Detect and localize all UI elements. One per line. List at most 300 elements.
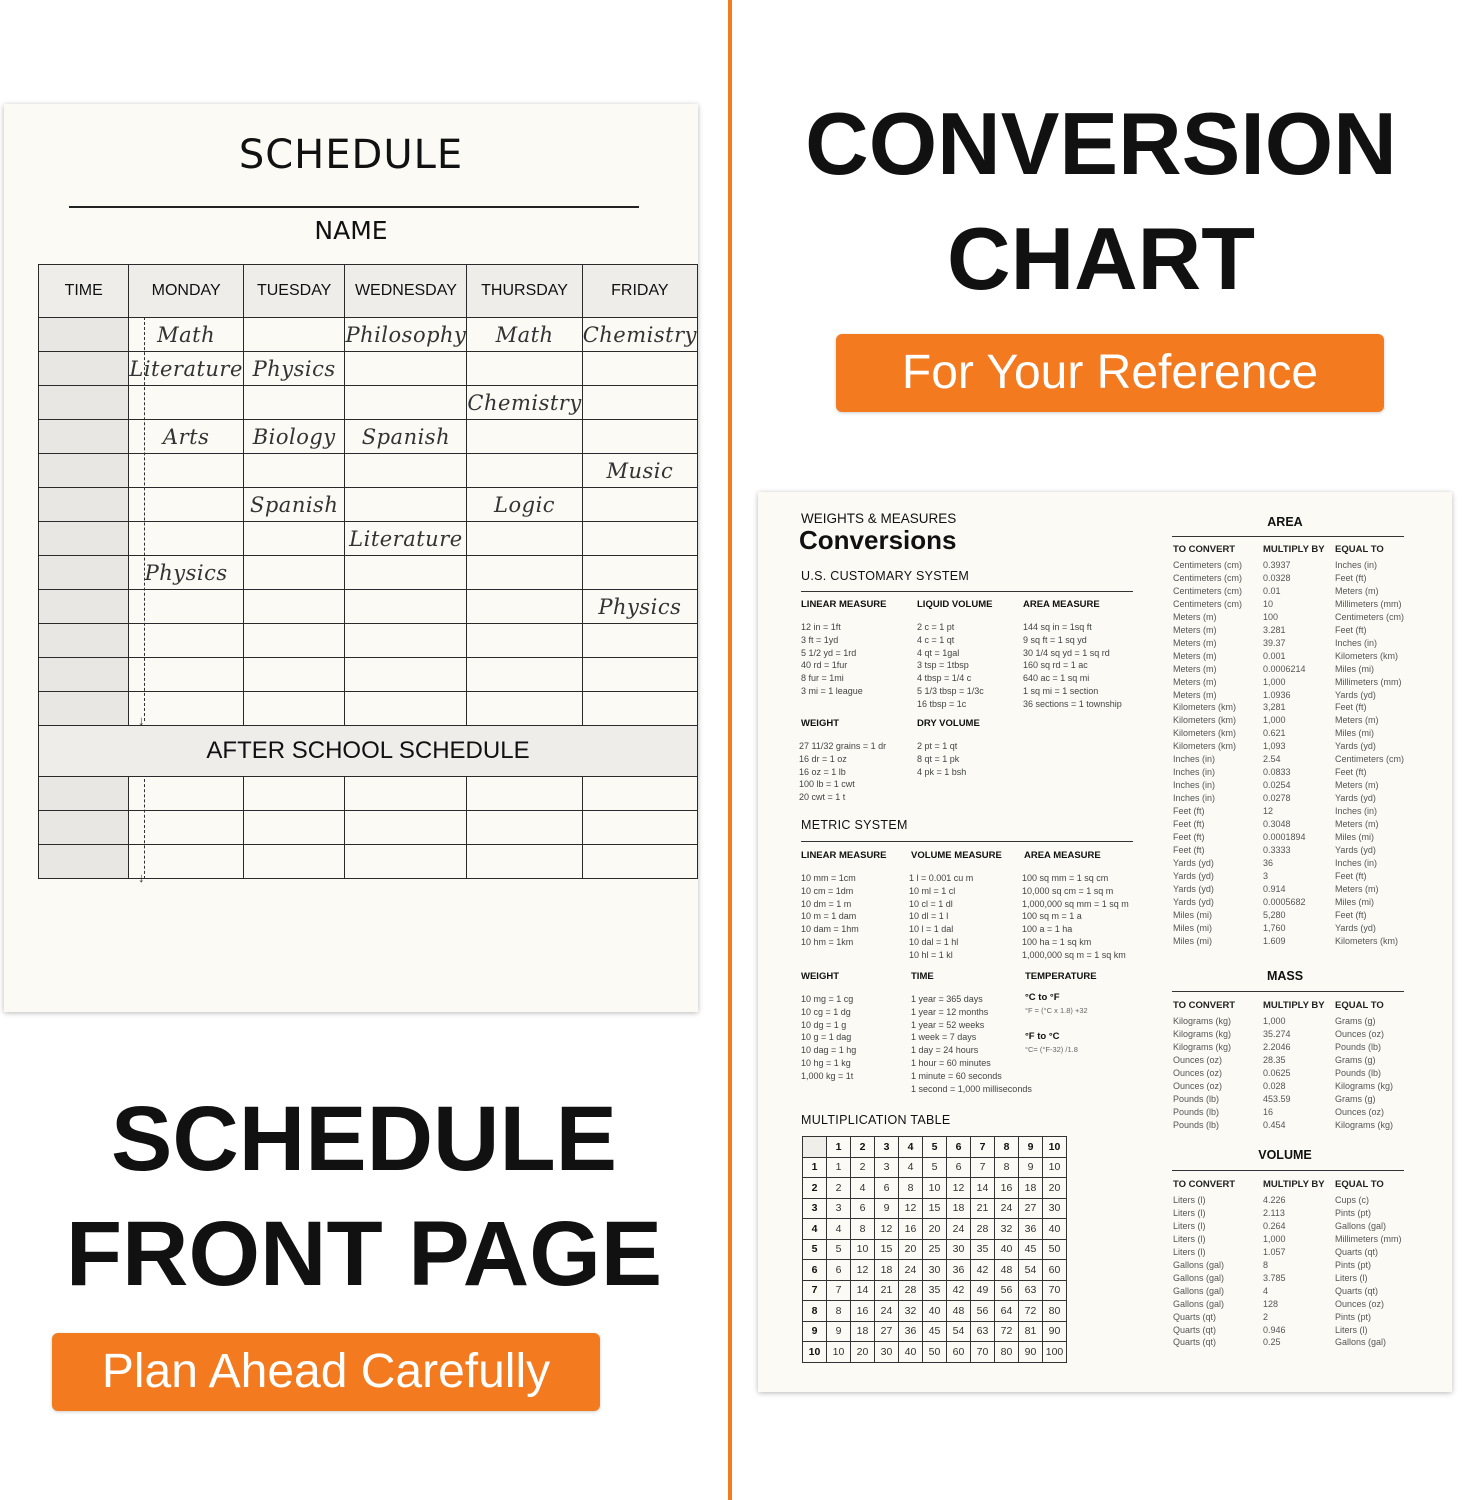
after-time-arrow-line — [144, 779, 145, 879]
class-cell[interactable] — [345, 556, 467, 590]
area-cell: 39.37 — [1263, 637, 1286, 648]
area-cell: Kilometers (km) — [1173, 728, 1237, 739]
conversion-line: 36 sections = 1 township — [1023, 698, 1122, 709]
conversion-line: 1 l = 0.001 cu m — [909, 873, 974, 883]
multiplication-cell: 40 — [899, 1342, 923, 1363]
m-area-title: AREA MEASURE — [1024, 850, 1101, 861]
conversion-line: 10 cl = 1 dl — [909, 898, 953, 909]
area-header-row — [1173, 541, 1409, 559]
multiplication-cell: 27 — [875, 1321, 899, 1342]
conversion-line: 1 second = 1,000 milliseconds — [911, 1083, 1032, 1094]
class-cell[interactable] — [345, 692, 467, 726]
volume-cell: Quarts (qt) — [1335, 1246, 1379, 1257]
class-cell[interactable] — [467, 590, 582, 624]
c-to-f-label: °C to °F — [1025, 992, 1060, 1003]
conversion-line: 1 year = 52 weeks — [911, 1019, 985, 1030]
multiplication-cell: 49 — [971, 1280, 995, 1301]
multiplication-cell: 5 — [827, 1239, 851, 1260]
time-cell[interactable] — [39, 777, 129, 811]
area-row — [1173, 805, 1409, 818]
multiplication-cell: 90 — [1043, 1321, 1067, 1342]
multiplication-cell: 20 — [899, 1239, 923, 1260]
class-cell[interactable] — [129, 386, 244, 420]
m-time-lines — [911, 993, 1032, 1095]
area-cell: Inches (in) — [1173, 780, 1216, 791]
area-cell: Miles (mi) — [1173, 935, 1212, 946]
area-column-header: EQUAL TO — [1335, 543, 1384, 555]
conversion-line: 4 pk = 1 bsh — [917, 766, 967, 777]
multiplication-cell: 9 — [827, 1321, 851, 1342]
mass-cell: Pounds (lb) — [1173, 1119, 1220, 1130]
multiplication-cell: 54 — [947, 1321, 971, 1342]
class-cell[interactable] — [129, 488, 244, 522]
time-cell[interactable] — [39, 318, 129, 352]
area-cell: Yards (yd) — [1173, 896, 1214, 907]
time-cell[interactable] — [39, 556, 129, 590]
class-cell[interactable] — [345, 624, 467, 658]
class-cell[interactable] — [129, 845, 244, 879]
area-cell: Yards (yd) — [1173, 883, 1214, 894]
schedule-row — [39, 556, 698, 590]
class-cell[interactable] — [467, 777, 582, 811]
class-cell[interactable] — [582, 624, 697, 658]
volume-cell: Quarts (qt) — [1335, 1285, 1379, 1296]
class-cell[interactable] — [345, 777, 467, 811]
class-cell[interactable] — [467, 624, 582, 658]
multiplication-cell: 30 — [875, 1342, 899, 1363]
class-cell[interactable] — [243, 522, 345, 556]
multiplication-cell: 20 — [923, 1219, 947, 1240]
area-row — [1173, 701, 1409, 714]
time-cell[interactable] — [39, 845, 129, 879]
area-row — [1173, 650, 1409, 663]
area-row — [1173, 689, 1409, 702]
multiplication-cell: 16 — [899, 1219, 923, 1240]
area-column-header: TO CONVERT — [1173, 543, 1236, 555]
multiplication-cell: 48 — [995, 1260, 1019, 1281]
area-cell: Miles (mi) — [1173, 922, 1212, 933]
class-cell[interactable] — [582, 522, 697, 556]
area-cell: Kilometers (km) — [1335, 935, 1399, 946]
class-cell[interactable] — [243, 386, 345, 420]
class-cell[interactable] — [243, 488, 345, 522]
class-cell[interactable] — [582, 556, 697, 590]
class-cell[interactable] — [345, 658, 467, 692]
class-cell[interactable] — [582, 318, 697, 352]
class-cell[interactable] — [467, 318, 582, 352]
multiplication-header-cell: 2 — [803, 1178, 827, 1199]
class-cell[interactable] — [129, 811, 244, 845]
multiplication-cell: 45 — [1019, 1239, 1043, 1260]
conversion-line: 3 ft = 1yd — [801, 634, 839, 645]
multiplication-cell: 81 — [1019, 1321, 1043, 1342]
volume-column-header: MULTIPLY BY — [1263, 1178, 1325, 1190]
class-cell[interactable] — [582, 845, 697, 879]
area-cell: Kilometers (km) — [1173, 702, 1237, 713]
m-linear-lines — [801, 872, 859, 949]
volume-cell: 8 — [1263, 1259, 1269, 1270]
class-cell[interactable] — [467, 352, 582, 386]
class-cell[interactable] — [467, 522, 582, 556]
multiplication-cell: 64 — [995, 1301, 1019, 1322]
volume-column-header: EQUAL TO — [1335, 1178, 1384, 1190]
conversion-title: Conversions — [799, 525, 957, 555]
class-cell[interactable] — [243, 811, 345, 845]
area-cell: 0.0254 — [1263, 780, 1291, 791]
name-underline — [69, 206, 639, 208]
conversion-line: 30 1/4 sq yd = 1 sq rd — [1023, 647, 1110, 658]
multiplication-header-cell: 6 — [947, 1137, 971, 1158]
volume-column-header: TO CONVERT — [1173, 1178, 1236, 1190]
class-cell[interactable] — [129, 590, 244, 624]
area-cell: 0.0005682 — [1263, 896, 1306, 907]
time-cell[interactable] — [39, 386, 129, 420]
class-cell[interactable] — [582, 692, 697, 726]
conversion-line: 100 a = 1 ha — [1022, 924, 1073, 935]
class-cell[interactable] — [129, 352, 244, 386]
schedule-row — [39, 454, 698, 488]
class-cell[interactable] — [243, 420, 345, 454]
handwritten-entry: Physics — [598, 594, 682, 619]
class-cell[interactable] — [582, 590, 697, 624]
time-cell[interactable] — [39, 811, 129, 845]
class-cell[interactable] — [467, 420, 582, 454]
multiplication-cell: 15 — [923, 1198, 947, 1219]
class-cell[interactable] — [582, 658, 697, 692]
multiplication-cell: 6 — [875, 1178, 899, 1199]
volume-cell: Quarts (qt) — [1173, 1337, 1217, 1348]
class-cell[interactable] — [345, 522, 467, 556]
conversion-line: 16 tbsp = 1c — [917, 698, 967, 709]
conversion-line: 5 1/2 yd = 1rd — [801, 647, 857, 658]
class-cell[interactable] — [467, 386, 582, 420]
class-cell[interactable] — [345, 811, 467, 845]
class-cell[interactable] — [345, 590, 467, 624]
area-cell: Feet (ft) — [1173, 832, 1205, 843]
multiplication-cell: 15 — [875, 1239, 899, 1260]
area-cell: Yards (yd) — [1173, 857, 1214, 868]
volume-cell: Liters (l) — [1173, 1207, 1206, 1218]
multiplication-header-cell: 1 — [827, 1137, 851, 1158]
multiplication-cell: 30 — [923, 1260, 947, 1281]
area-cell: Yards (yd) — [1335, 844, 1376, 855]
c-to-f-formula: °F = (°C x 1.8) +32 — [1025, 1006, 1088, 1015]
m-volume-title: VOLUME MEASURE — [911, 850, 1002, 861]
class-cell[interactable] — [582, 352, 697, 386]
metric-system-rule — [801, 841, 1133, 842]
class-cell[interactable] — [582, 454, 697, 488]
area-cell: Meters (m) — [1335, 780, 1379, 791]
volume-cell: 0.264 — [1263, 1220, 1286, 1231]
conversion-line: 10 g = 1 dag — [801, 1032, 852, 1043]
mass-cell: Pounds (lb) — [1173, 1093, 1220, 1104]
multiplication-header-cell: 7 — [803, 1280, 827, 1301]
mass-cell: Pounds (lb) — [1335, 1041, 1382, 1052]
area-cell: 3.281 — [1263, 624, 1286, 635]
volume-cell: Gallons (gal) — [1173, 1272, 1225, 1283]
multiplication-header-cell: 9 — [803, 1321, 827, 1342]
area-row — [1173, 598, 1409, 611]
class-cell[interactable] — [243, 318, 345, 352]
column-header-wednesday: WEDNESDAY — [345, 265, 467, 318]
conversion-eyebrow: WEIGHTS & MEASURES — [801, 511, 957, 526]
us-liquid-lines — [917, 621, 984, 711]
class-cell[interactable] — [243, 454, 345, 488]
multiplication-cell: 30 — [1043, 1198, 1067, 1219]
mass-rule — [1172, 991, 1404, 992]
volume-row — [1173, 1246, 1409, 1259]
class-cell[interactable] — [243, 590, 345, 624]
volume-row — [1173, 1285, 1409, 1298]
area-row — [1173, 779, 1409, 792]
area-row — [1173, 663, 1409, 676]
volume-cell: Gallons (gal) — [1335, 1220, 1387, 1231]
multiplication-header-cell: 4 — [803, 1219, 827, 1240]
class-cell[interactable] — [345, 352, 467, 386]
area-row — [1173, 857, 1409, 870]
class-cell[interactable] — [467, 811, 582, 845]
class-cell[interactable] — [129, 522, 244, 556]
multiplication-cell: 24 — [875, 1301, 899, 1322]
multiplication-row — [803, 1239, 1067, 1260]
multiplication-header-cell: 5 — [803, 1239, 827, 1260]
area-row — [1173, 792, 1409, 805]
multiplication-cell: 21 — [875, 1280, 899, 1301]
class-cell[interactable] — [243, 658, 345, 692]
class-cell[interactable] — [582, 777, 697, 811]
multiplication-cell: 7 — [971, 1157, 995, 1178]
volume-rule — [1172, 1170, 1404, 1171]
multiplication-cell: 10 — [851, 1239, 875, 1260]
conversion-line: 3 mi = 1 league — [801, 685, 863, 696]
conversion-line: 16 dr = 1 oz — [799, 753, 847, 764]
class-cell[interactable] — [582, 811, 697, 845]
class-cell[interactable] — [582, 386, 697, 420]
conversion-line: 10 mm = 1cm — [801, 873, 856, 883]
area-cell: 0.3937 — [1263, 560, 1291, 570]
mass-cell: Grams (g) — [1335, 1093, 1376, 1104]
area-cell: 0.0006214 — [1263, 663, 1306, 674]
area-cell: 0.914 — [1263, 883, 1286, 894]
schedule-row — [39, 777, 698, 811]
volume-cell: Ounces (oz) — [1335, 1298, 1385, 1309]
volume-cell: Liters (l) — [1335, 1324, 1368, 1335]
multiplication-cell: 6 — [827, 1260, 851, 1281]
class-cell[interactable] — [467, 692, 582, 726]
multiplication-cell: 18 — [875, 1260, 899, 1281]
multiplication-cell: 6 — [947, 1157, 971, 1178]
multiplication-header-cell: 3 — [875, 1137, 899, 1158]
class-cell[interactable] — [345, 454, 467, 488]
time-cell[interactable] — [39, 454, 129, 488]
multiplication-cell: 60 — [1043, 1260, 1067, 1281]
class-cell[interactable] — [467, 454, 582, 488]
class-cell[interactable] — [129, 318, 244, 352]
area-row — [1173, 624, 1409, 637]
class-cell[interactable] — [467, 658, 582, 692]
multiplication-cell: 90 — [1019, 1342, 1043, 1363]
area-cell: Yards (yd) — [1335, 922, 1376, 933]
multiplication-header-cell: 1 — [803, 1157, 827, 1178]
area-title: AREA — [1267, 515, 1303, 529]
conversion-line: 10 dl = 1 l — [909, 911, 949, 922]
volume-cell: 2 — [1263, 1311, 1269, 1322]
multiplication-cell: 12 — [851, 1260, 875, 1281]
reference-badge: For Your Reference — [836, 334, 1384, 412]
area-row — [1173, 611, 1409, 624]
area-cell: Yards (yd) — [1335, 741, 1376, 752]
multiplication-header-cell: 5 — [923, 1137, 947, 1158]
class-cell[interactable] — [345, 488, 467, 522]
mass-cell: Ounces (oz) — [1173, 1080, 1223, 1091]
area-column-header: MULTIPLY BY — [1263, 543, 1325, 555]
mass-cell: 2.2046 — [1263, 1041, 1291, 1052]
us-linear-lines — [801, 621, 863, 698]
handwritten-entry: Literature — [349, 526, 463, 551]
multiplication-cell: 12 — [899, 1198, 923, 1219]
area-row — [1173, 753, 1409, 766]
time-arrow-head: ↓ — [138, 713, 145, 728]
time-cell[interactable] — [39, 590, 129, 624]
area-row — [1173, 714, 1409, 727]
time-cell[interactable] — [39, 488, 129, 522]
m-weight-title: WEIGHT — [801, 971, 839, 982]
handwritten-entry: Math — [495, 322, 554, 347]
class-cell[interactable] — [467, 556, 582, 590]
area-row — [1173, 740, 1409, 753]
multiplication-cell: 24 — [947, 1219, 971, 1240]
class-cell[interactable] — [345, 420, 467, 454]
multiplication-cell: 8 — [995, 1157, 1019, 1178]
multiplication-cell: 3 — [875, 1157, 899, 1178]
volume-cell: Liters (l) — [1335, 1272, 1368, 1283]
multiplication-header-cell: 8 — [803, 1301, 827, 1322]
area-cell: Miles (mi) — [1335, 896, 1374, 907]
area-cell: Centimeters (cm) — [1173, 585, 1243, 596]
time-cell[interactable] — [39, 692, 129, 726]
area-cell: Miles (mi) — [1335, 728, 1374, 739]
multiplication-cell: 40 — [1043, 1219, 1067, 1240]
mass-row — [1173, 1106, 1409, 1119]
class-cell[interactable] — [129, 556, 244, 590]
volume-cell: Liters (l) — [1173, 1233, 1206, 1244]
mass-cell: 1,000 — [1263, 1016, 1286, 1026]
class-cell[interactable] — [129, 624, 244, 658]
area-cell: Meters (m) — [1173, 663, 1217, 674]
area-row — [1173, 766, 1409, 779]
schedule-title: SCHEDULE — [238, 132, 464, 178]
class-cell[interactable] — [345, 318, 467, 352]
class-cell[interactable] — [129, 692, 244, 726]
area-cell: Kilometers (km) — [1335, 650, 1399, 661]
mass-cell: 28.35 — [1263, 1054, 1286, 1065]
area-cell: Meters (m) — [1173, 611, 1217, 622]
area-cell: Kilometers (km) — [1173, 741, 1237, 752]
mass-column-header: TO CONVERT — [1173, 999, 1236, 1011]
multiplication-cell: 12 — [875, 1219, 899, 1240]
multiplication-heading: MULTIPLICATION TABLE — [801, 1113, 951, 1127]
time-cell[interactable] — [39, 352, 129, 386]
mass-cell: Kilograms (kg) — [1173, 1041, 1232, 1052]
volume-row — [1173, 1259, 1409, 1272]
area-cell: 1,093 — [1263, 741, 1286, 752]
time-cell[interactable] — [39, 624, 129, 658]
time-cell[interactable] — [39, 522, 129, 556]
multiplication-cell: 80 — [995, 1342, 1019, 1363]
us-weight-lines — [799, 740, 886, 804]
class-cell[interactable] — [345, 845, 467, 879]
multiplication-row — [803, 1260, 1067, 1281]
class-cell[interactable] — [243, 556, 345, 590]
mass-table — [1173, 997, 1409, 1132]
volume-row — [1173, 1311, 1409, 1324]
time-cell[interactable] — [39, 658, 129, 692]
us-weight-title: WEIGHT — [801, 718, 839, 729]
area-cell: Feet (ft) — [1335, 572, 1367, 583]
mass-cell: Ounces (oz) — [1335, 1106, 1385, 1117]
mass-cell: 35.274 — [1263, 1028, 1291, 1039]
area-cell: 3 — [1263, 870, 1269, 881]
area-cell: 0.0833 — [1263, 767, 1291, 778]
multiplication-cell: 72 — [995, 1321, 1019, 1342]
conversion-line: 10 l = 1 dal — [909, 924, 954, 935]
class-cell[interactable] — [129, 777, 244, 811]
multiplication-row — [803, 1178, 1067, 1199]
volume-cell: 1.057 — [1263, 1246, 1286, 1257]
conversion-line: 100 ha = 1 sq km — [1022, 936, 1092, 947]
class-cell[interactable] — [243, 624, 345, 658]
mass-cell: Kilograms (kg) — [1173, 1028, 1232, 1039]
us-system-heading: U.S. CUSTOMARY SYSTEM — [801, 569, 970, 583]
class-cell[interactable] — [129, 658, 244, 692]
multiplication-cell: 28 — [899, 1280, 923, 1301]
conversion-line: 1 sq mi = 1 section — [1023, 685, 1099, 696]
conversion-line: 1 day = 24 hours — [911, 1045, 979, 1056]
class-cell[interactable] — [467, 845, 582, 879]
class-cell[interactable] — [467, 488, 582, 522]
volume-row — [1173, 1336, 1409, 1349]
multiplication-cell: 14 — [971, 1178, 995, 1199]
area-row — [1173, 844, 1409, 857]
class-cell[interactable] — [243, 777, 345, 811]
handwritten-entry: Spanish — [249, 492, 339, 517]
conversion-line: 27 11/32 grains = 1 dr — [799, 741, 887, 751]
mass-cell: Ounces (oz) — [1173, 1067, 1223, 1078]
us-linear-title: LINEAR MEASURE — [801, 599, 887, 610]
class-cell[interactable] — [582, 420, 697, 454]
class-cell[interactable] — [243, 845, 345, 879]
plan-badge: Plan Ahead Carefully — [52, 1333, 600, 1411]
multiplication-cell: 36 — [899, 1321, 923, 1342]
class-cell[interactable] — [243, 692, 345, 726]
conversion-line: 10 ml = 1 cl — [909, 885, 956, 896]
time-cell[interactable] — [39, 420, 129, 454]
area-cell: Meters (m) — [1173, 689, 1217, 700]
area-cell: Inches (in) — [1173, 767, 1216, 778]
class-cell[interactable] — [129, 454, 244, 488]
multiplication-cell: 8 — [851, 1219, 875, 1240]
multiplication-cell: 2 — [851, 1157, 875, 1178]
multiplication-header-cell: 4 — [899, 1137, 923, 1158]
class-cell[interactable] — [243, 352, 345, 386]
class-cell[interactable] — [345, 386, 467, 420]
class-cell[interactable] — [129, 420, 244, 454]
class-cell[interactable] — [582, 488, 697, 522]
area-cell: 36 — [1263, 857, 1274, 868]
conversion-line: 1,000,000 sq mm = 1 sq m — [1022, 898, 1129, 909]
area-cell: Inches (in) — [1335, 560, 1378, 570]
area-row — [1173, 909, 1409, 922]
